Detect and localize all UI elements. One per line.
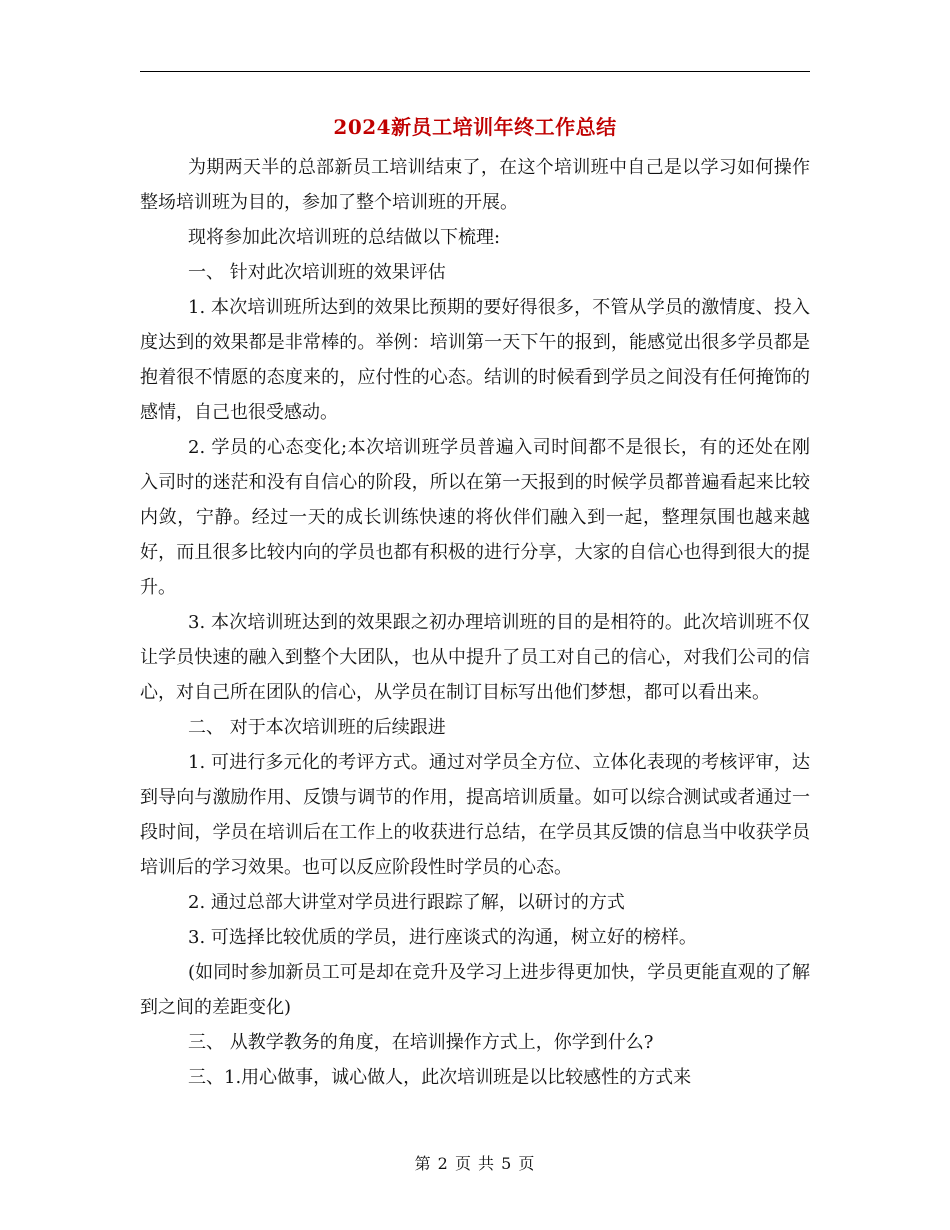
page-number-footer: 第 2 页 共 5 页: [414, 1154, 536, 1173]
paragraph-2-3: 3. 可选择比较优质的学员，进行座谈式的沟通，树立好的榜样。: [188, 927, 697, 948]
paragraph-2-note: (如同时参加新员工可是却在竞升及学习上进步得更加快，学员更能直观的了解到之间的差距变化): [140, 962, 810, 1018]
paragraph-2-2: 2. 通过总部大讲堂对学员进行跟踪了解，以研讨的方式: [188, 892, 625, 913]
paragraph-3-1: 三、1.用心做事，诚心做人，此次培训班是以比较感性的方式来: [188, 1067, 692, 1088]
section-heading-3: 三、 从教学教务的角度，在培训操作方式上，你学到什么?: [188, 1032, 654, 1053]
paragraph-2-1: 1. 可进行多元化的考评方式。通过对学员全方位、立体化表现的考核评审，达到导向与激励作用、反馈与调节的作用，提高培训质量。如可以综合测试或者通过一段时间，学员在培训后在工作上的收获进行总结，在学员其反馈的信息当中收获学员培训后的学习效果。也可以反应阶段性时学员的心态。: [140, 752, 810, 878]
paragraph-1-3: 3. 本次培训班达到的效果跟之初办理培训班的目的是相符的。此次培训班不仅让学员快速的融入到整个大团队，也从中提升了员工对自己的信心，对我们公司的信心，对自己所在团队的信心，从学员在制订目标写出他们梦想，都可以看出来。: [140, 612, 810, 703]
paragraph-summary-lead: 现将参加此次培训班的总结做以下梳理:: [188, 227, 501, 248]
paragraph-1-2: 2. 学员的心态变化;本次培训班学员普遍入司时间都不是很长，有的还处在刚入司时的迷茫和没有自信心的阶段，所以在第一天报到的时候学员都普遍看起来比较内敛，宁静。经过一天的成长训练快速的将伙伴们融入到一起，整理氛围也越来越好，而且很多比较内向的学员也都有积极的进行分享，大家的自信心也得到很大的提升。: [140, 437, 810, 598]
header-rule: [140, 71, 810, 72]
paragraph-intro: 为期两天半的总部新员工培训结束了，在这个培训班中自己是以学习如何操作整场培训班为目的，参加了整个培训班的开展。: [140, 157, 810, 213]
document-title: 2024新员工培训年终工作总结: [333, 115, 617, 139]
paragraph-1-1: 1. 本次培训班所达到的效果比预期的要好得很多，不管从学员的激情度、投入度达到的效果都是非常棒的。举例：培训第一天下午的报到，能感觉出很多学员都是抱着很不情愿的态度来的，应付性的心态。结训的时候看到学员之间没有任何掩饰的感情，自己也很受感动。: [140, 297, 810, 423]
section-heading-1: 一、 针对此次培训班的效果评估: [188, 262, 446, 283]
section-heading-2: 二、 对于本次培训班的后续跟进: [188, 717, 446, 738]
document-body: [140, 150, 810, 1095]
